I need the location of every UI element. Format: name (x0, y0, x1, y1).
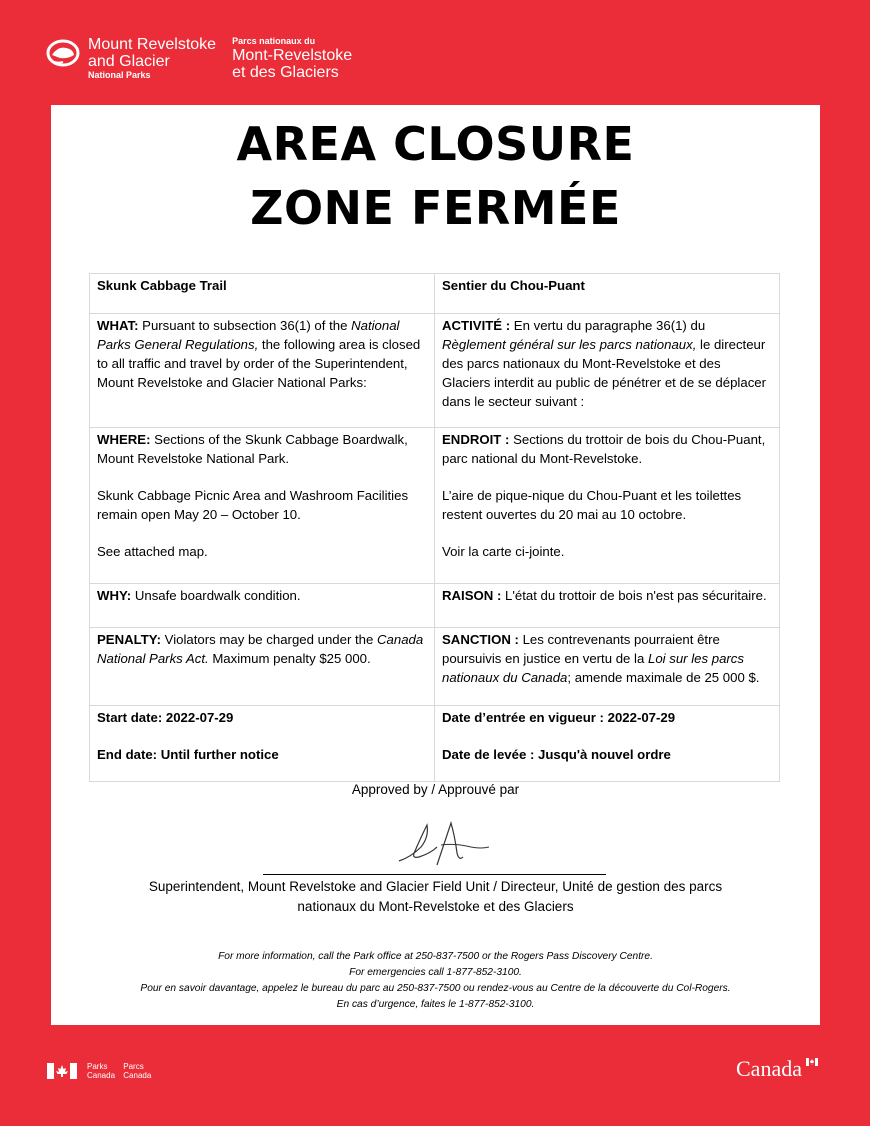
canada-flag-icon (47, 1063, 77, 1079)
parks-canada-logo (47, 1062, 157, 1080)
table-row (90, 428, 780, 584)
closure-table (89, 273, 780, 782)
what-cell: WHAT: Pursuant to subsection 36(1) of the National Parks General Regulations, the following area is closed to all traffic and travel by order of the Superintendent, Mount Revelstoke and Glacier National Parks: (90, 314, 435, 428)
title-en: AREA CLOSURE (236, 117, 635, 171)
dates-cell-en: Start date: 2022-07-29 End date: Until further notice (90, 706, 435, 782)
parks-canada-text: Parks Canada Parcs Canada (87, 1062, 152, 1080)
why-cell: WHY: Unsafe boardwalk condition. (90, 584, 435, 628)
endroit-cell: ENDROIT : Sections du trottoir de bois du Chou-Puant, parc national du Mont-Revelstoke. L’aire de pique-nique du Chou-Puant et les toilettes restent ouvertes du 20 mai au 10 octobre. Voir la carte ci-jointe. (435, 428, 780, 584)
sanction-cell: SANCTION : Les contrevenants pourraient être poursuivis en justice en vertu de la Loi sur les parcs nationaux du Canada; amende maximale de 25 000 $. (435, 628, 780, 706)
dates-cell-fr: Date d’entrée en vigueur : 2022-07-29 Date de levée : Jusqu'à nouvel ordre (435, 706, 780, 782)
table-row (90, 274, 780, 314)
park-name-fr: Parcs nationaux du Mont-Revelstoke et des Glaciers (232, 36, 353, 81)
beaver-logo-icon (46, 38, 80, 68)
signatory-title: Superintendent, Mount Revelstoke and Glacier Field Unit / Directeur, Unité de gestion des parcs nationaux du Mont-Revelstoke et des Glaciers (148, 879, 723, 914)
signature-image (391, 817, 491, 869)
signature-line (263, 874, 606, 875)
table-row (90, 706, 780, 782)
notice-sheet (51, 105, 820, 1025)
wordmark-flag-icon (806, 1058, 818, 1066)
park-name-en: Mount Revelstoke and Glacier National Parks (88, 36, 217, 80)
table-row (90, 628, 780, 706)
table-row (90, 314, 780, 428)
park-logo (46, 36, 352, 81)
raison-cell: RAISON : L'état du trottoir de bois n'est pas sécuritaire. (435, 584, 780, 628)
approved-by: Approved by / Approuvé par (351, 782, 520, 797)
canada-wordmark: Canada (736, 1056, 802, 1081)
activite-cell: ACTIVITÉ : En vertu du paragraphe 36(1) du Règlement général sur les parcs nationaux, le directeur des parcs nationaux du Mont-Revelstoke et des Glaciers interdit au public de pénétrer et de se déplacer dans le secteur suivant : (435, 314, 780, 428)
contact-footer: For more information, call the Park office at 250-837-7500 or the Rogers Pass Discovery Centre. For emergencies call 1-877-852-3100. Pour en savoir davantage, appelez le bureau du parc au 250-837-7500 ou rendez-vous au Centre de la découverte du Col-Rogers. En cas d’urgence, faites le 1-877-852-3100. (140, 951, 731, 1010)
title-fr: ZONE FERMÉE (250, 181, 621, 235)
trail-name-en: Skunk Cabbage Trail (90, 274, 435, 314)
where-cell: WHERE: Sections of the Skunk Cabbage Boardwalk, Mount Revelstoke National Park. Skunk Cabbage Picnic Area and Washroom Facilities remain open May 20 – October 10. See attached map. (90, 428, 435, 584)
table-row (90, 584, 780, 628)
penalty-cell: PENALTY: Violators may be charged under the Canada National Parks Act. Maximum penalty $25 000. (90, 628, 435, 706)
trail-name-fr: Sentier du Chou-Puant (435, 274, 780, 314)
